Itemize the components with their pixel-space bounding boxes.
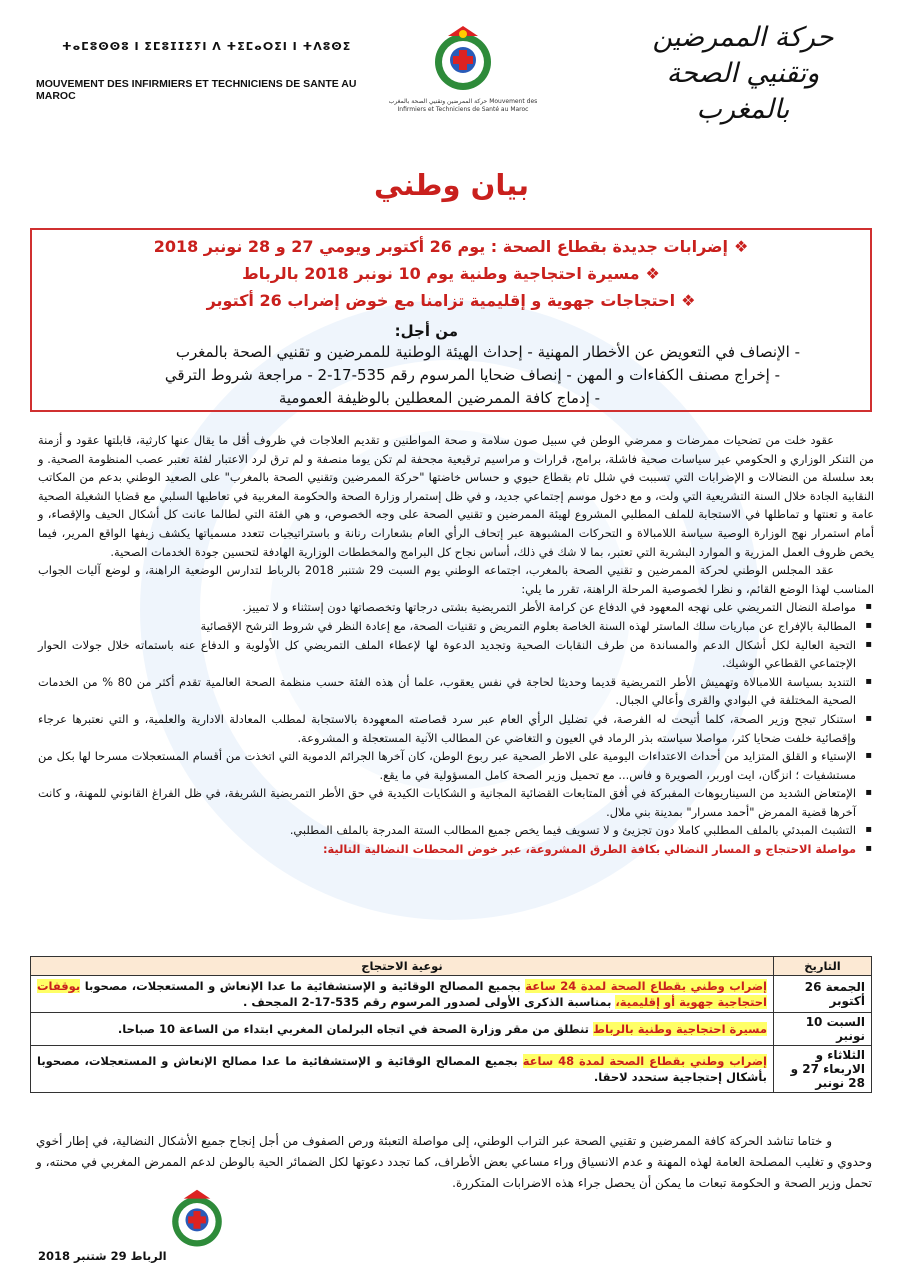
row-date: الجمعة 26 أكتوبر [774, 976, 872, 1013]
row-action: إضراب وطني بقطاع الصحة لمدة 24 ساعة بجميع المصالح الوقائية و الإستشفائية ما عدا الإنعاش و المستعجلات، مصحوبا بوقفات احتجاجية جهوية أو إقليمية، بمناسبة الذكرى الأولى لصدور المرسوم رقم 535-17-2 المجحف . [31, 976, 774, 1013]
headline-strikes: ❖إضرابات جديدة بقطاع الصحة : يوم 26 أكتوبر ويومي 27 و 28 نونبر 2018 [153, 237, 749, 256]
diamond-bullet-icon: ❖ [645, 264, 660, 283]
column-header-date: التاريخ [774, 957, 872, 976]
letterhead [0, 0, 903, 150]
headline-box [30, 228, 872, 412]
list-item: ▪ التحية العالية لكل أشكال الدعم والمساندة من طرف النقابات الصحية وتجديد الدعوة لها لإعطاء الملف التمريضي كل الأولوية و الدفاع عنه باستماته خلال جولات الحوار الإجتماعي القطاعي الوشيك. [38, 636, 856, 673]
column-header-type: نوعية الاحتجاج [31, 957, 774, 976]
table-header-row [31, 957, 872, 976]
page-title: بيان وطني [374, 168, 529, 202]
diamond-bullet-icon: ❖ [681, 291, 696, 310]
row-action: مسيرة احتجاجية وطنية بالرباط تنطلق من مقر وزارة الصحة في اتجاه البرلمان المغربي ابتداء من الساعة 10 صباحا. [31, 1013, 774, 1046]
council-paragraph: عقد المجلس الوطني لحركة الممرضين و تقنيي الصحة بالمغرب، اجتماعه الوطني يوم السبت 29 شتنبر 2018 بالرباط لتدارس الوضعية الراهنة، و لوضع آليات الجواب المناسب لهذا الوضع القائم، و نظرا لخصوصية المرحلة الراهنة، تقرر ما يلي: [38, 563, 874, 596]
statement-body [38, 431, 874, 859]
list-item: ▪ استنكار تبجح وزير الصحة، كلما أتيحت له الفرصة، في تضليل الرأي العام عبر سرد قصاصته المعهودة بالاستجابة لمطلب المعادلة الادارية والعلمية، و التي نعتبرها عرجاء وإقصائية خلفت ضحايا كثر، مواصلا سياسته بذر الرماد في العيون و التغاضي عن المطالب الآنية المستعجلة و المشروعة. [38, 710, 856, 747]
arabic-name-line1: حركة الممرضين وتقنيي الصحة [652, 22, 834, 89]
list-item: ▪ التنديد بسياسة اللامبالاة وتهميش الأطر التمريضية قديما وحديثا لحاجة في نفس يعقوب، علما أن هذه الفئة حسب منظمة الصحة العالمية تقدم أكثر من 80 % من الخدمات الصحية المختلفة في البوادي والقرى وأعالي الجبال. [38, 673, 856, 710]
signature-date: الرباط 29 شتنبر 2018 [38, 1249, 167, 1263]
demand-2: - إخراج مصنف الكفاءات و المهن - إنصاف ضحايا المرسوم رقم 535-17-2 - مراجعة شروط الترقي [164, 366, 780, 384]
list-item: ▪ الإستياء و القلق المتزايد من أحداث الاعتداءات اليومية على الاطر الصحية عبر ربوع الوطن، كان آخرها الجرائم الدموية التي اتخذت من أقسام المستعجلات مسرحا لها بكل من مستشفيات ؛ انزگان، ايت اوربر، الصويرة و فاس... مع تحميل وزير الصحة كامل المسؤولية في ما يقع. [38, 747, 856, 784]
row-action: إضراب وطني بقطاع الصحة لمدة 48 ساعة بجميع المصالح الوقائية و الإستشفائية ما عدا مصالح الإنعاش و المستعجلات، مصحوبا بأشكال إحتجاجية ستحدد لاحقا. [31, 1046, 774, 1093]
list-item: ▪ الإمتعاض الشديد من السيناريوهات المفبركة في أفق المتابعات القضائية المجانية و الشكايات الكيدية في حق الأطر التمريضية الشريفة، في ظل الفراغ القانوني للمهنة، و كانت آخرها قضية الممرض "أحمد مسرار" بمدينة بني ملال. [38, 784, 856, 821]
arabic-name [613, 20, 873, 128]
footer-logo-icon [165, 1188, 229, 1250]
headline-regional: ❖احتجاجات جهوية و إقليمية تزامنا مع خوض إضراب 26 أكتوبر [206, 291, 696, 310]
headline-march: ❖مسيرة احتجاجية وطنية يوم 10 نونبر 2018 بالرباط [242, 264, 660, 283]
list-item: ▪ المطالبة بالإفراج عن مباريات سلك الماستر لهذه السنة الخاصة بعلوم التمريض و تقنيات الصحة، مع إعادة النظر في شروط الترشح الإقصائية [38, 617, 856, 636]
organization-logo-icon [428, 24, 498, 94]
list-item: ▪ التشبث المبدئي بالملف المطلبي كاملا دون تجزيئ و لا تسويف فيما يخص جميع المطالب الستة المدرجة بالملف المطلبي. [38, 821, 856, 840]
demand-3: - إدماج كافة الممرضين المعطلين بالوظيفة العمومية [278, 389, 600, 407]
tifinagh-name: ⵜⴰⵎⵓⵙⵙⵓ ⵏ ⵉⵎⵓⵊⵊⵉⵢⵏ ⴷ ⵜⵉⵎⴰⵔⵉⵏ ⵏ ⵜⴷⵓⵙⵉ [62, 40, 352, 53]
row-date: السبت 10 نونبر [774, 1013, 872, 1046]
table-row [31, 1046, 872, 1093]
decisions-list [38, 598, 874, 858]
row-date: الثلاثاء و الاربعاء 27 و 28 نونبر [774, 1046, 872, 1093]
arabic-name-line2: بالمغرب [696, 94, 790, 125]
intro-paragraph: عقود خلت من تضحيات ممرضات و ممرضي الوطن في سبيل صون سلامة و صحة المواطنين و تقديم العلاجات في ظروف أقل ما يقال عنها كارثية، قابلتها عقود و أزمنة من التنكر الوزاري و الحكومي عبر سياسات صحية فاشلة، برامج، قرارات و مراسيم ترقيعية مجحفة لم تكن يوما منصفة و لم ترق لرد الاعتبار لفئة تعتبر عصب المنظومة الصحية. و بعد سلسلة من النضالات و الإضرابات التي تسببت في شلل تام بقطاع حيوي و حساس خاضتها "حركة الممرضين وتقنيي الصحة بالمغرب" على الصعيد الوطني بدعم من المكاتب النقابية الجادة خلال السنة التشريعية التي ولت، و مع دخول موسم إجتماعي جديد، و في ظل إستمرار وزارة الصحة والحكومة المغربية في تعاطيها السلبي مع قضايا الشغيلة الصحية عامة و تعنتها و تماطلها في الاستجابة للملف المطلبي المشروع لهيئة الممرضين و تقنيي الصحة على وجه الخصوص، و هي الفئة التي لطالما عانت كل أشكال الحيف والإقصاء، و أمام استمرار نهج الوزارة الوصية سياسة اللامبالاة و التحركات المشبوهة عبر إتحاف الرأي العام بشعارات رنانة و باستراتيجيات تتعدد مسمياتها يكشف زيفها الواقع المرير، فيما يخص ظروف العمل المزرية و الموارد البشرية التي تعتبر، بما لا شك في ذلك، أساس نجاح كل البرامج والمخططات الوزارية الهادفة لتحسين جودة الخدمات الصحية. [38, 433, 874, 559]
diamond-bullet-icon: ❖ [733, 237, 749, 256]
logo-caption: حركة الممرضين وتقنيي الصحة بالمغرب Mouvement des Infirmiers et Techniciens de Santé au Maroc [388, 98, 538, 113]
table-row [31, 1013, 872, 1046]
french-name: MOUVEMENT DES INFIRMIERS ET TECHNICIENS DE SANTE AU MAROC [36, 78, 357, 102]
list-item-highlighted: ▪ مواصلة الاحتجاج و المسار النضالي بكافة الطرق المشروعة، عبر خوض المحطات النضالية التالية: [38, 840, 856, 859]
demands-heading: من أجل: [394, 322, 458, 340]
demand-1: - الإنصاف في التعويض عن الأخطار المهنية - إحداث الهيئة الوطنية للممرضين و تقنيي الصحة بالمغرب [175, 343, 800, 361]
table-row [31, 976, 872, 1013]
protest-schedule-table [30, 956, 872, 1093]
closing-paragraph: و ختاما تناشد الحركة كافة الممرضين و تقنيي الصحة عبر التراب الوطني، إلى مواصلة التعبئة ورص الصفوف من أجل إنجاح جميع الأشكال النضالية، في إطار أخوي وحدوي و تغليب المصلحة العامة لهذه المهنة و عدم الانسياق وراء مساعي بعض الأطراف، كما تجدد دعوتها لكل الضمائر الحية بالوطن لدعم الممرض المغربي في محنته، و تحمل وزير الصحة و الحكومة تبعات ما يمكن أن يحصل جراء هذه الاضرابات المتكررة. [36, 1134, 872, 1190]
list-item: ▪ مواصلة النضال التمريضي على نهجه المعهود في الدفاع عن كرامة الأطر التمريضية بشتى درجاتها وتخصصاتها دون إستثناء و لا تمييز. [38, 598, 856, 617]
